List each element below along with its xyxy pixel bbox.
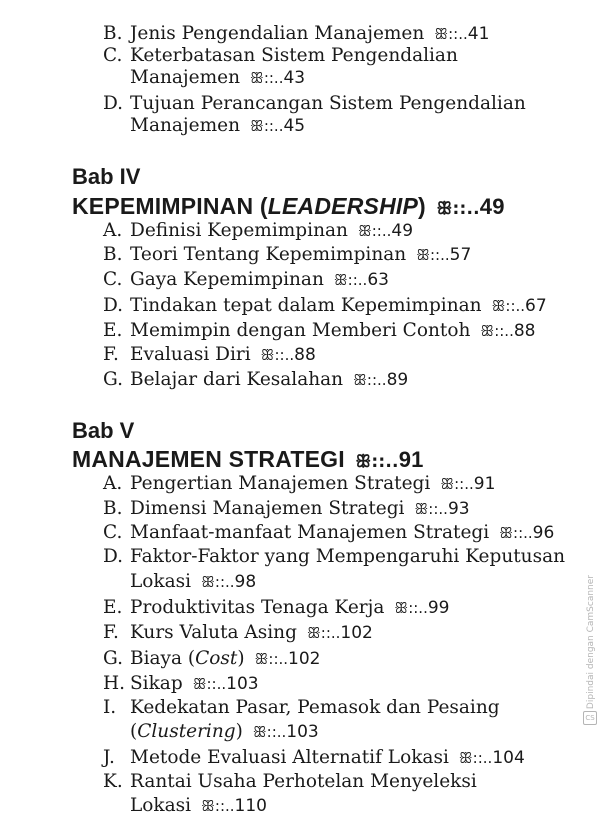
- toc-entry: G. Biaya (Cost) ꕥ::..102: [103, 648, 321, 669]
- entry-text: Tindakan tepat dalam Kepemimpinan: [130, 295, 482, 316]
- hand-pointer-icon: ꕥ::..: [357, 222, 392, 240]
- toc-entry: B. Jenis Pengendalian Manajemen ꕥ::..41: [103, 23, 490, 44]
- hand-pointer-icon: ꕥ::..: [499, 524, 533, 542]
- hand-pointer-icon: ꕥ::..: [200, 573, 235, 591]
- toc-entry: B. Teori Tentang Kepemimpinan ꕥ::..57: [103, 244, 472, 265]
- page-number: 43: [283, 68, 306, 88]
- toc-entry: C. Keterbatasan Sistem Pengendalian: [103, 45, 458, 66]
- toc-entry: J. Metode Evaluasi Alternatif Lokasi ꕥ::..104: [103, 747, 525, 768]
- entry-text: Rantai Usaha Perhotelan Menyeleksi: [130, 771, 477, 792]
- entry-text: Biaya (Cost): [130, 648, 245, 669]
- toc-entry-continuation: Manajemen ꕥ::..45: [130, 115, 306, 136]
- chapter-title: MANAJEMEN STRATEGI ꕥ::..91: [72, 446, 424, 472]
- entry-text: Evaluasi Diri: [130, 344, 251, 365]
- hand-pointer-icon: ꕥ::..: [249, 117, 284, 135]
- hand-pointer-icon: ꕥ::..: [434, 25, 468, 43]
- toc-entry: F. Kurs Valuta Asing ꕥ::..102: [103, 622, 373, 643]
- hand-pointer-icon: ꕥ::..: [352, 371, 387, 389]
- entry-text: Kedekatan Pasar, Pemasok dan Pesaing: [130, 697, 500, 718]
- page-number: 89: [386, 370, 409, 390]
- page-number: 67: [525, 296, 547, 316]
- hand-pointer-icon: ꕥ::..: [192, 675, 227, 693]
- page-number: 45: [283, 116, 306, 136]
- chapter-label: Bab IV: [72, 164, 141, 189]
- page-number: 63: [367, 270, 389, 290]
- toc-entry: D. Tujuan Perancangan Sistem Pengendalian: [103, 93, 526, 114]
- entry-text: Teori Tentang Kepemimpinan: [130, 244, 407, 265]
- toc-entry: G. Belajar dari Kesalahan ꕥ::..89: [103, 369, 409, 390]
- page-number: 103: [286, 722, 319, 742]
- page-number: 91: [473, 474, 496, 494]
- toc-entry: C. Manfaat-manfaat Manajemen Strategi ꕥ::..96: [103, 522, 555, 543]
- toc-entry: A. Definisi Kepemimpinan ꕥ::..49: [103, 220, 414, 241]
- page-number: 99: [427, 598, 450, 618]
- hand-pointer-icon: ꕥ::..: [458, 749, 493, 767]
- hand-pointer-icon: ꕥ::..: [480, 322, 514, 340]
- entry-text: Manfaat-manfaat Manajemen Strategi: [130, 522, 490, 543]
- hand-pointer-icon: ꕥ::..: [254, 650, 289, 668]
- hand-pointer-icon: ꕥ::..: [414, 500, 448, 518]
- chapter-title: KEPEMIMPINAN (LEADERSHIP) ꕥ::..49: [72, 193, 505, 219]
- toc-entry-continuation: Lokasi ꕥ::..98: [130, 571, 257, 592]
- entry-text: Definisi Kepemimpinan: [130, 220, 348, 241]
- page-number: 41: [467, 24, 490, 44]
- toc-entry: K. Rantai Usaha Perhotelan Menyeleksi: [103, 771, 477, 792]
- page-number: 104: [492, 748, 525, 768]
- entry-text: Pengertian Manajemen Strategi: [130, 473, 431, 494]
- entry-text: Belajar dari Kesalahan: [130, 369, 344, 390]
- hand-pointer-icon: ꕥ::..: [260, 346, 295, 364]
- page-number: 88: [294, 345, 316, 365]
- hand-pointer-icon: ꕥ::..: [200, 797, 235, 815]
- scanner-watermark: Dipindai dengan CamScanner: [586, 574, 596, 709]
- entry-text: Sikap: [130, 673, 183, 694]
- scanner-logo-icon: CS: [583, 711, 597, 725]
- page-number: 102: [288, 649, 321, 669]
- page-number: 103: [226, 674, 259, 694]
- hand-pointer-icon: ꕥ::..: [436, 199, 480, 219]
- page-number: 110: [234, 796, 267, 816]
- hand-pointer-icon: ꕥ::..: [440, 475, 474, 493]
- entry-text: Gaya Kepemimpinan: [130, 269, 324, 290]
- page-number: 96: [532, 523, 555, 543]
- hand-pointer-icon: ꕥ::..: [491, 297, 526, 315]
- hand-pointer-icon: ꕥ::..: [249, 69, 284, 87]
- hand-pointer-icon: ꕥ::..: [416, 246, 450, 264]
- entry-text: Tujuan Perancangan Sistem Pengendalian: [130, 93, 526, 114]
- page-number: 93: [447, 499, 470, 519]
- entry-text: Memimpin dengan Memberi Contoh: [130, 320, 471, 341]
- entry-text: Produktivitas Tenaga Kerja: [130, 597, 385, 618]
- chapter-label: Bab V: [72, 418, 135, 443]
- toc-entry: F. Evaluasi Diri ꕥ::..88: [103, 344, 316, 365]
- toc-entry: A. Pengertian Manajemen Strategi ꕥ::..91: [103, 473, 496, 494]
- page-number: 102: [340, 623, 373, 643]
- toc-entry: E. Produktivitas Tenaga Kerja ꕥ::..99: [103, 597, 450, 618]
- entry-text: Metode Evaluasi Alternatif Lokasi: [130, 747, 449, 768]
- page-number: 49: [391, 221, 414, 241]
- toc-entry: I. Kedekatan Pasar, Pemasok dan Pesaing: [103, 697, 500, 718]
- hand-pointer-icon: ꕥ::..: [355, 452, 399, 472]
- toc-entry-continuation: Lokasi ꕥ::..110: [130, 795, 267, 816]
- entry-text: Faktor-Faktor yang Mempengaruhi Keputusan: [130, 546, 566, 567]
- page-number: 57: [449, 245, 472, 265]
- entry-text: Keterbatasan Sistem Pengendalian: [130, 45, 458, 66]
- toc-entry: C. Gaya Kepemimpinan ꕥ::..63: [103, 269, 389, 290]
- hand-pointer-icon: ꕥ::..: [252, 723, 287, 741]
- hand-pointer-icon: ꕥ::..: [306, 624, 341, 642]
- toc-entry: H. Sikap ꕥ::..103: [103, 673, 259, 694]
- hand-pointer-icon: ꕥ::..: [394, 599, 428, 617]
- page-number: 49: [479, 194, 505, 219]
- toc-entry: D. Faktor-Faktor yang Mempengaruhi Keputusan: [103, 546, 566, 567]
- toc-entry: E. Memimpin dengan Memberi Contoh ꕥ::..88: [103, 320, 536, 341]
- entry-text: Kurs Valuta Asing: [130, 622, 297, 643]
- hand-pointer-icon: ꕥ::..: [333, 271, 368, 289]
- toc-entry-continuation: (Clustering) ꕥ::..103: [130, 721, 319, 742]
- toc-entry: B. Dimensi Manajemen Strategi ꕥ::..93: [103, 498, 470, 519]
- toc-entry-continuation: Manajemen ꕥ::..43: [130, 67, 306, 88]
- entry-text: Dimensi Manajemen Strategi: [130, 498, 405, 519]
- page-number: 88: [513, 321, 536, 341]
- entry-text: Jenis Pengendalian Manajemen: [130, 23, 425, 44]
- page-number: 98: [234, 572, 257, 592]
- toc-entry: D. Tindakan tepat dalam Kepemimpinan ꕥ::..67: [103, 295, 547, 316]
- page-number: 91: [398, 447, 424, 472]
